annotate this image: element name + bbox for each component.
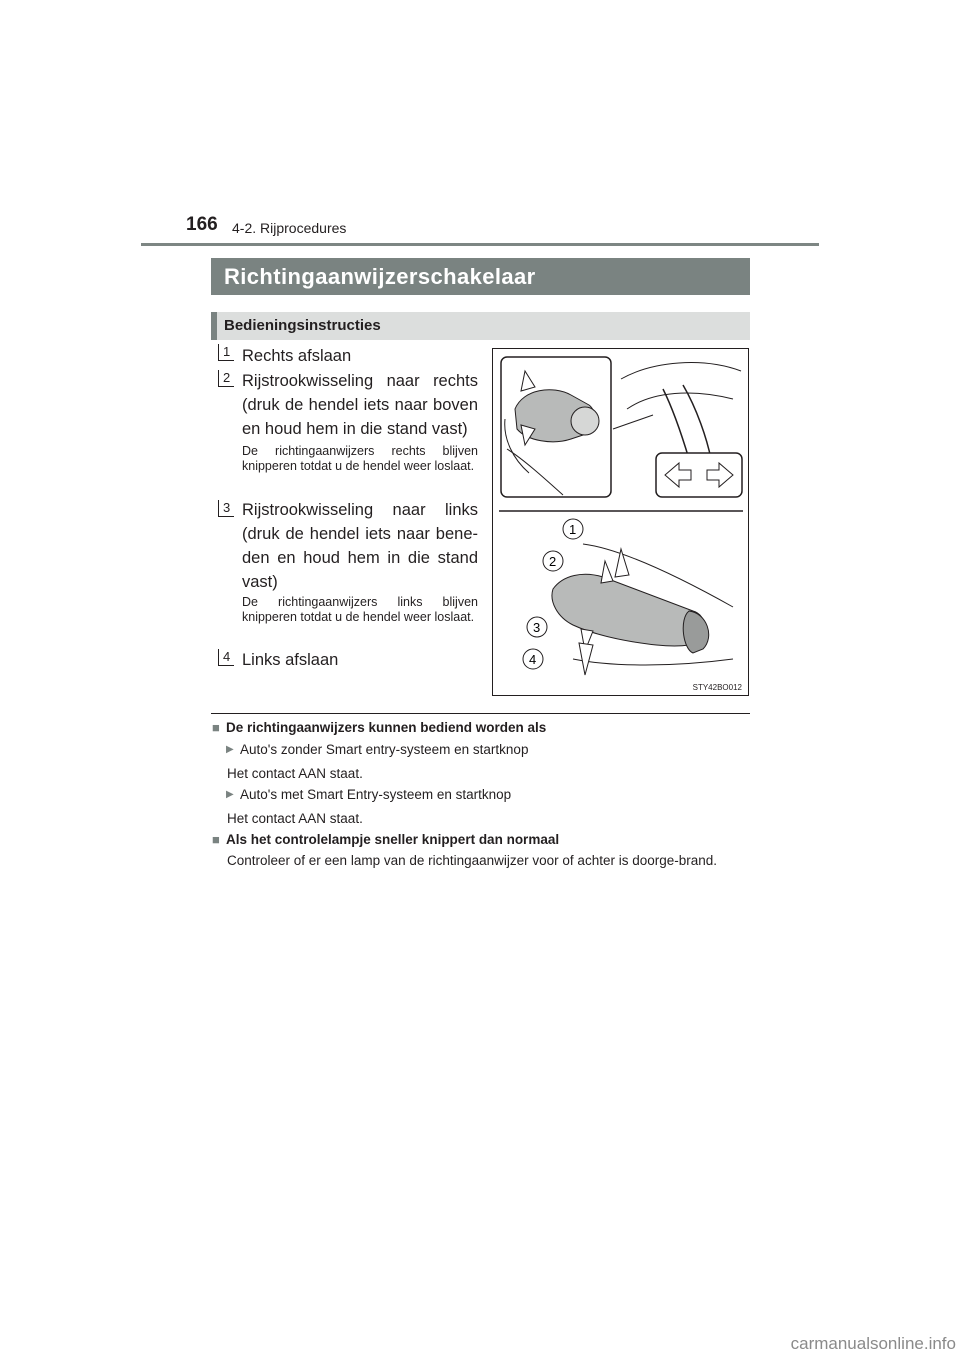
note-1-heading: De richtingaanwijzers kunnen bediend worden als [226, 720, 547, 735]
step-2-note: De richtingaanwijzers rechts blijven knipperen totdat u de hendel weer loslaat. [242, 444, 478, 473]
section-divider [211, 713, 750, 714]
note-2-bullet-icon: ■ [212, 832, 220, 847]
lever-pointer-line [613, 415, 653, 429]
note-2-text: Controleer of er een lamp van de richtingaanwijzer voor of achter is doorge-brand. [227, 853, 718, 868]
step-3-note: De richtingaanwijzers links blijven knipperen totdat u de hendel weer loslaat. [242, 595, 478, 624]
header-rule [141, 243, 819, 246]
steering-wheel-rim-2 [683, 385, 711, 459]
note-1-bullet-icon: ■ [212, 720, 220, 735]
step-4-text: Links afslaan [242, 651, 339, 669]
step-number-4: 4 [218, 649, 234, 666]
step-3-text: Rijstrookwisseling naar links (druk de hendel iets naar bene-den en houd hem in die stand vast) [242, 501, 478, 591]
step-1-text: Rechts afslaan [242, 347, 352, 365]
note-1-item-1-label: Auto's zonder Smart entry-systeem en startknop [240, 742, 529, 757]
callout-2: 2 [549, 554, 557, 569]
position-arrow-4 [579, 643, 593, 675]
lever-stalk [552, 574, 705, 646]
figure-code: STY42BO012 [692, 683, 742, 692]
figure-illustration [493, 349, 748, 695]
position-arrow-2 [601, 561, 613, 583]
callout-1: 1 [569, 522, 577, 537]
steering-column-outline [627, 393, 733, 409]
steering-wheel-rim [663, 389, 689, 459]
callout-3: 3 [533, 620, 541, 635]
watermark: carmanualsonline.info [790, 1334, 956, 1353]
note-1-item-1-arrow-icon: ▶ [226, 744, 234, 755]
page-number: 166 [186, 214, 218, 235]
position-arrow-1 [615, 549, 629, 577]
note-1-item-2-label: Auto's met Smart Entry-systeem en startknop [240, 787, 512, 802]
note-1-item-1-text: Het contact AAN staat. [227, 766, 363, 781]
step-number-2: 2 [218, 370, 234, 387]
lever-closeup-hub [571, 407, 599, 435]
lever-base [683, 611, 708, 653]
callout-4: 4 [529, 652, 537, 667]
step-number-3: 3 [218, 500, 234, 517]
note-2-heading: Als het controlelampje sneller knippert dan normaal [226, 832, 560, 847]
turn-signal-lever-figure [492, 348, 749, 696]
subsection-title: Bedieningsinstructies [211, 312, 750, 340]
dashboard-outline [621, 363, 741, 379]
note-1-item-2-arrow-icon: ▶ [226, 789, 234, 800]
section-title: Richtingaanwijzerschakelaar [211, 258, 750, 295]
step-number-1: 1 [218, 344, 234, 361]
step-2-text: Rijstrookwisseling naar rechts (druk de hendel iets naar boven en houd hem in die stand vast) [242, 372, 478, 438]
section-reference: 4-2. Rijprocedures [232, 220, 347, 236]
note-1-item-2-text: Het contact AAN staat. [227, 811, 363, 826]
finger-bottom-outline [573, 659, 733, 665]
